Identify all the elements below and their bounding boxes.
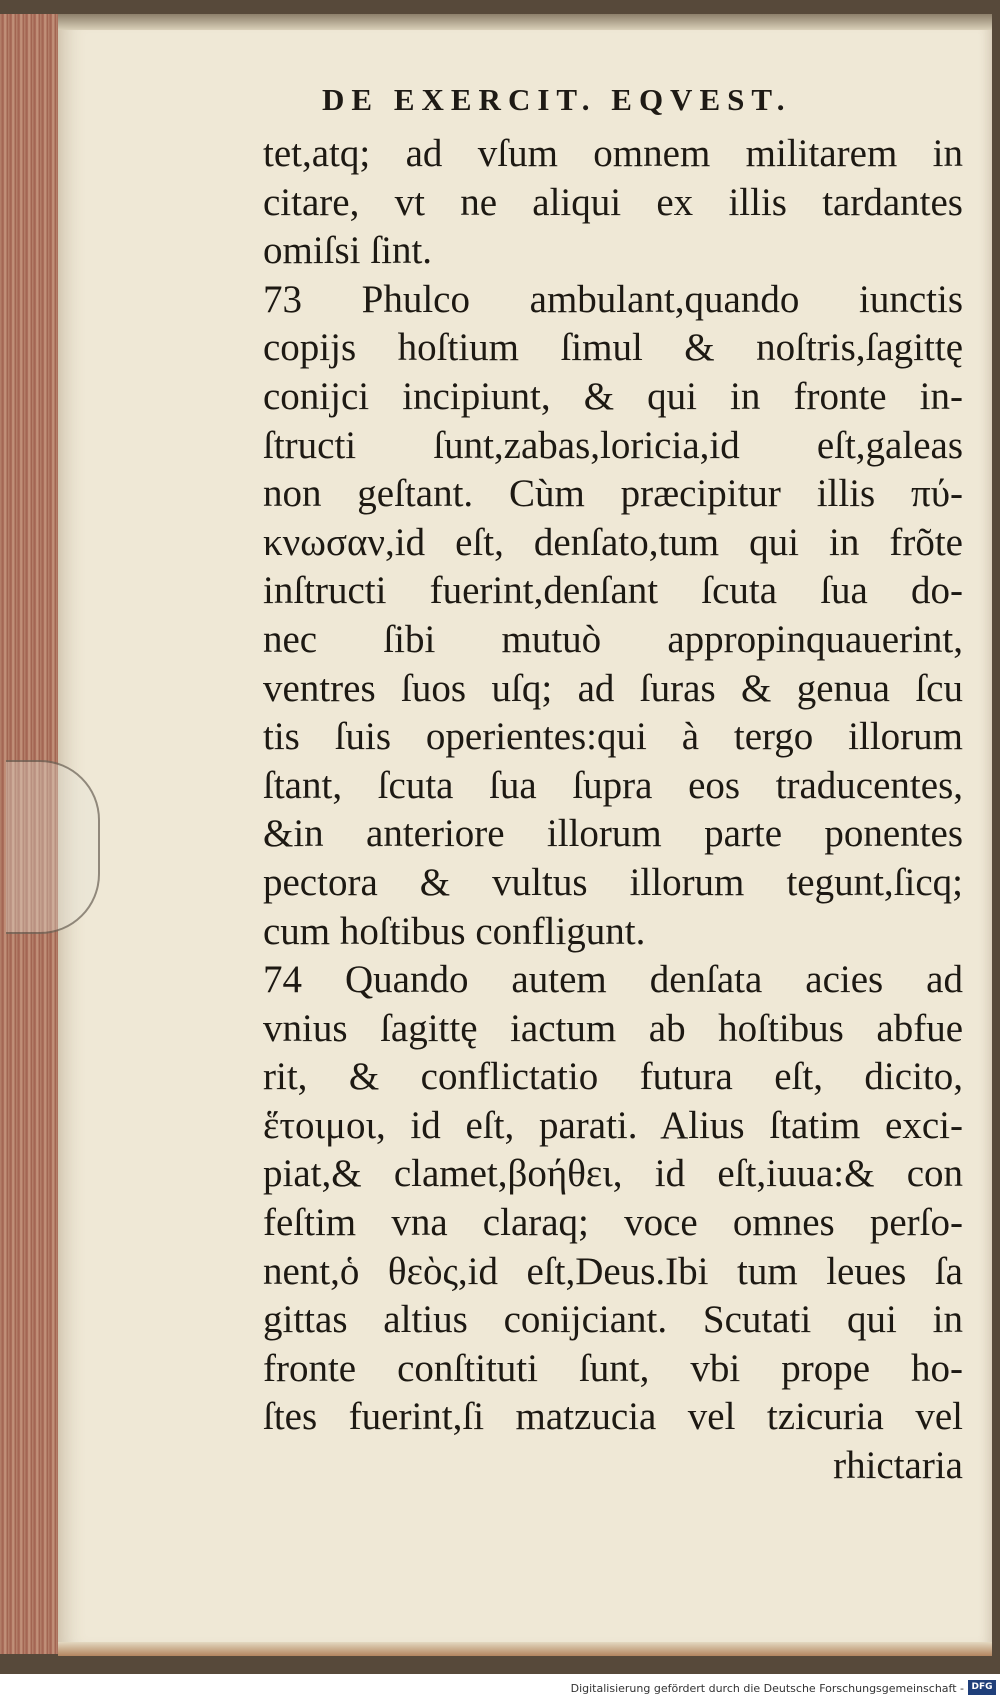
footer-caption: Digitalisierung gefördert durch die Deutsche Forschungsgemeinschaft - (570, 1682, 964, 1695)
text-line: 73 Phulco ambulant,quando iunctis (263, 277, 963, 321)
text-line: gittas altius conijciant. Scutati qui in (263, 1298, 963, 1342)
text-line: non geſtant. Cùm præcipitur illis πύ- (263, 472, 963, 516)
text-line: fronte conſtituti ſunt, vbi prope ho- (263, 1346, 963, 1390)
text-line: conijci incipiunt, & qui in fronte in- (263, 374, 963, 418)
page-bottom-edge (58, 1642, 992, 1656)
body-text (263, 130, 963, 1491)
text-line: copijs hoſtium ſimul & noſtris,ſagittę (263, 326, 963, 370)
text-line: tet,atq; ad vſum omnem militarem in (263, 132, 963, 175)
page-top-shadow (58, 14, 992, 30)
text-line: vnius ſagittę iactum ab hoſtibus abfue (263, 1006, 963, 1050)
text-line: tis ſuis operientes:qui à tergo illorum (263, 715, 963, 759)
text-line: citare, vt ne aliqui ex illis tardantes (263, 180, 963, 224)
dfg-logo: DFG (968, 1680, 996, 1695)
text-line: ventres ſuos uſq; ad ſuras & genua ſcu (263, 666, 963, 710)
text-line: rit, & conflictatio futura eſt, dicito, (263, 1055, 963, 1099)
text-line: inſtructi fuerint,denſant ſcuta ſua do- (263, 569, 963, 613)
text-line: ſtes fuerint,ſi matzucia vel tzicuria vel (263, 1395, 963, 1439)
text-line: nec ſibi mutuò appropinquauerint, (263, 617, 963, 661)
text-line: omiſsi ſint. (263, 229, 433, 273)
text-line: cum hoſtibus confligunt. (263, 909, 646, 953)
running-header: DE EXERCIT. EQVEST. (322, 82, 792, 117)
text-line: ſtant, ſcuta ſua ſupra eos traducentes, (263, 763, 963, 807)
text-line: 74 Quando autem denſata acies ad (263, 958, 963, 1002)
digitization-footer (0, 1674, 1000, 1702)
text-line: &in anteriore illorum parte ponentes (263, 812, 963, 856)
page-clip (6, 760, 100, 934)
text-line: pectora & vultus illorum tegunt,ſicq; (263, 860, 963, 904)
catchword: rhictaria (833, 1444, 963, 1488)
text-line: nent,ὁ θεὸς,id eſt,Deus.Ibi tum leues ſa (263, 1249, 963, 1293)
text-line: κνωσαν,id eſt, denſato,tum qui in frõte (263, 520, 963, 564)
text-line: ἕτοιμοι, id eſt, parati. Alius ſtatim exci- (263, 1103, 963, 1147)
text-line: piat,& clamet,βοήθει, id eſt,iuua:& con (263, 1152, 963, 1196)
text-line: feſtim vna claraq; voce omnes perſo- (263, 1201, 963, 1245)
text-line: ſtructi ſunt,zabas,loricia,id eſt,galeas (263, 423, 963, 467)
